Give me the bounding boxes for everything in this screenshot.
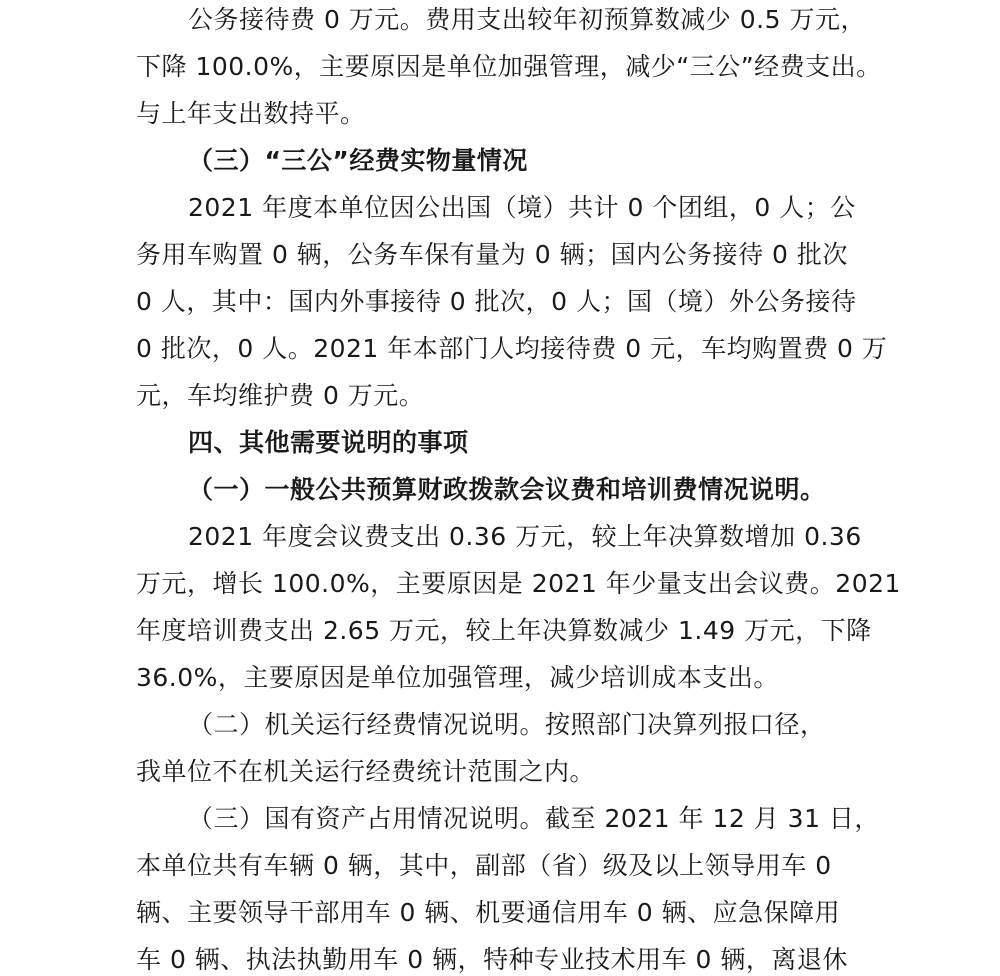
text-line: 务用车购置 0 辆，公务车保有量为 0 辆；国内公务接待 0 批次 xyxy=(136,240,848,269)
section-subheading: （三）“三公”经费实物量情况 xyxy=(188,146,528,175)
text-line: 年度培训费支出 2.65 万元，较上年决算数减少 1.49 万元，下降 xyxy=(136,616,872,645)
text-line: 辆、主要领导干部用车 0 辆、机要通信用车 0 辆、应急保障用 xyxy=(136,898,841,927)
text-line: 36.0%，主要原因是单位加强管理，减少培训成本支出。 xyxy=(136,663,779,692)
text-line: 本单位共有车辆 0 辆，其中，副部（省）级及以上领导用车 0 xyxy=(136,851,832,880)
text-line: （三）国有资产占用情况说明。截至 2021 年 12 月 31 日， xyxy=(188,804,880,833)
text-line: 车 0 辆、执法执勤用车 0 辆，特种专业技术用车 0 辆，离退休 xyxy=(136,945,848,974)
text-line: 与上年支出数持平。 xyxy=(136,99,366,128)
text-line: 我单位不在机关运行经费统计范围之内。 xyxy=(136,757,596,786)
text-line: 元，车均维护费 0 万元。 xyxy=(136,381,425,410)
text-line: 下降 100.0%，主要原因是单位加强管理，减少“三公”经费支出。 xyxy=(136,52,882,81)
section-heading: 四、其他需要说明的事项 xyxy=(188,428,469,457)
text-line: 2021 年度本单位因公出国（境）共计 0 个团组，0 人；公 xyxy=(188,193,856,222)
section-subheading: （一）一般公共预算财政拨款会议费和培训费情况说明。 xyxy=(188,475,826,504)
text-line: 0 人，其中：国内外事接待 0 批次，0 人；国（境）外公务接待 xyxy=(136,287,857,316)
text-line: 公务接待费 0 万元。费用支出较年初预算数减少 0.5 万元， xyxy=(188,5,866,34)
text-line: 2021 年度会议费支出 0.36 万元，较上年决算数增加 0.36 xyxy=(188,522,862,551)
text-line: 0 批次，0 人。2021 年本部门人均接待费 0 元，车均购置费 0 万 xyxy=(136,334,888,363)
text-line: 万元，增长 100.0%，主要原因是 2021 年少量支出会议费。2021 xyxy=(136,569,901,598)
text-line: （二）机关运行经费情况说明。按照部门决算列报口径， xyxy=(188,710,826,739)
